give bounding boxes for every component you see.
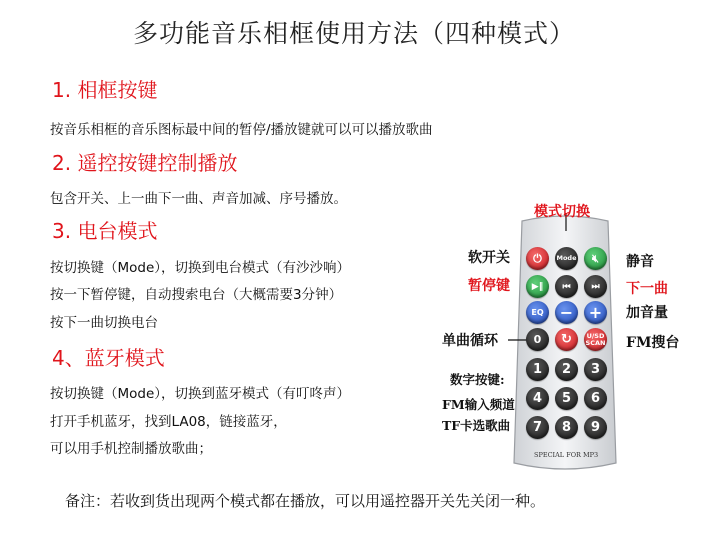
previous-button[interactable] [555, 275, 578, 298]
digit-label: 8 [561, 420, 572, 435]
label-fm-input: FM输入频道 [442, 397, 515, 412]
zero-button[interactable] [526, 328, 549, 351]
volume-up-button[interactable] [584, 301, 607, 324]
section-text: 包含开关、上一曲下一曲、声音加减、序号播放。 [50, 191, 347, 207]
eq-button-label: EQ [531, 308, 544, 317]
digit-label: 6 [590, 391, 601, 406]
previous-icon: ⏮ [562, 281, 571, 292]
section-heading-frame-buttons: 1. 相框按键 [52, 78, 158, 102]
next-button[interactable] [584, 275, 607, 298]
power-button[interactable] [526, 247, 549, 270]
label-fm-scan: FM搜台 [626, 335, 680, 351]
next-icon: ⏭ [591, 281, 600, 292]
play-pause-button[interactable] [526, 275, 549, 298]
volume-down-button[interactable] [555, 301, 578, 324]
digit-label: 7 [532, 420, 543, 435]
remote-footer-text: SPECIAL FOR MP3 [534, 451, 599, 459]
usd-scan-button[interactable] [584, 328, 607, 351]
section-heading-radio-mode: 3. 电台模式 [52, 219, 158, 243]
usd-text: U/SD [586, 331, 605, 340]
digit-3-button[interactable] [584, 358, 607, 381]
minus-icon: − [559, 303, 574, 322]
label-power: 软开关 [468, 250, 510, 266]
digit-2-button[interactable] [555, 358, 578, 381]
remote-diagram [430, 195, 708, 480]
play-pause-icon: ▶‖ [531, 281, 544, 292]
mute-button[interactable] [584, 247, 607, 270]
digit-4-button[interactable] [526, 387, 549, 410]
label-next: 下一曲 [626, 281, 668, 297]
label-pause: 暂停键 [468, 278, 510, 294]
section-text: 可以用手机控制播放歌曲； [50, 441, 212, 457]
digit-5-button[interactable] [555, 387, 578, 410]
section-heading-remote-control: 2. 遥控按键控制播放 [52, 151, 238, 175]
mute-icon: 🔇︎ [592, 251, 599, 265]
mode-button[interactable] [555, 247, 578, 270]
power-icon: ⏻ [533, 251, 542, 265]
section-text: 按切换键（Mode），切换到蓝牙模式（有叮咚声） [50, 386, 351, 402]
digit-6-button[interactable] [584, 387, 607, 410]
page-title: 多功能音乐相框使用方法（四种模式） [132, 19, 575, 48]
eq-button[interactable] [526, 301, 549, 324]
digit-9-button[interactable] [584, 416, 607, 439]
digit-label: 3 [590, 362, 601, 377]
digit-label: 2 [561, 362, 572, 377]
mode-button-label: Mode [556, 254, 577, 262]
section-text: 按切换键（Mode），切换到电台模式（有沙沙响） [50, 260, 351, 276]
digit-label: 9 [590, 420, 601, 435]
digit-label: 4 [532, 391, 543, 406]
section-text: 按一下暂停键，自动搜索电台（大概需要3分钟） [50, 287, 343, 303]
section-text: 按音乐相框的音乐图标最中间的暂停/播放键就可以可以播放歌曲 [50, 122, 433, 138]
repeat-icon: ↻ [561, 332, 572, 347]
label-number-keys: 数字按键: [450, 372, 505, 387]
footnote: 备注：若收到货出现两个模式都在播放，可以用遥控器开关先关闭一种。 [65, 492, 546, 510]
digit-1-button[interactable] [526, 358, 549, 381]
label-single-loop: 单曲循环 [442, 333, 498, 349]
usd-scan-label [586, 333, 606, 347]
plus-icon: + [588, 303, 603, 322]
scan-text: SCAN [585, 338, 606, 347]
section-text: 按下一曲切换电台 [50, 315, 158, 331]
label-tf-select: TF卡选歌曲 [442, 418, 511, 433]
digit-7-button[interactable] [526, 416, 549, 439]
repeat-button[interactable] [555, 328, 578, 351]
label-mode-switch: 模式切换 [534, 204, 590, 220]
section-heading-bluetooth-mode: 4、蓝牙模式 [52, 346, 165, 370]
section-text: 打开手机蓝牙，找到LA08，链接蓝牙， [50, 414, 287, 430]
digit-label: 1 [532, 362, 543, 377]
label-mute: 静音 [626, 254, 654, 270]
zero-label: 0 [533, 333, 542, 346]
label-vol-up: 加音量 [626, 305, 668, 321]
digit-8-button[interactable] [555, 416, 578, 439]
digit-label: 5 [561, 391, 572, 406]
